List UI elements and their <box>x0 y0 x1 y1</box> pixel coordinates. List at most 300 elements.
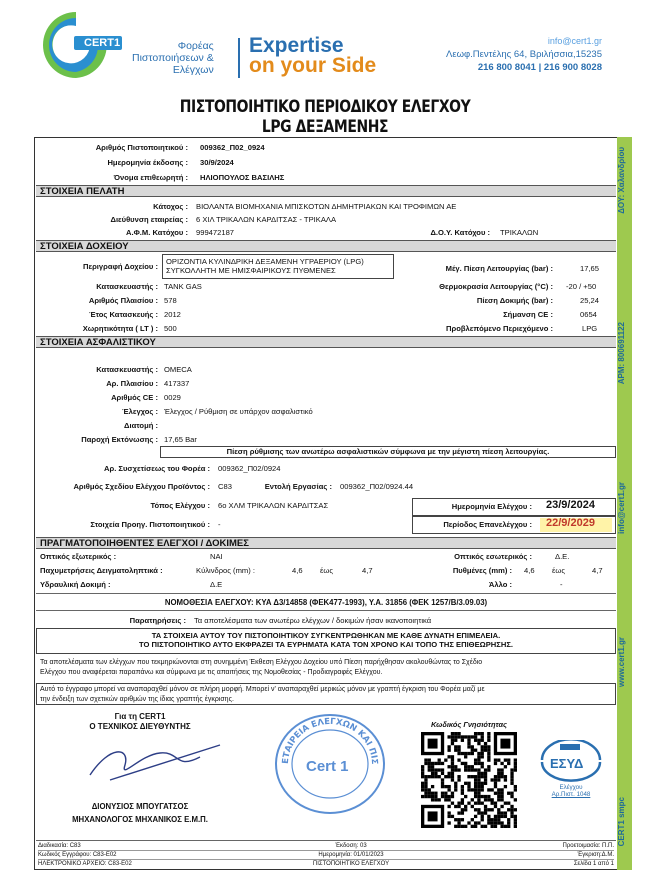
qr-module <box>467 788 470 791</box>
qr-module <box>487 768 490 771</box>
sidebar-doy: ΔΟΥ: Χαλανδρίου <box>617 147 626 214</box>
qr-module <box>487 815 490 818</box>
qr-module <box>504 811 507 814</box>
qr-module <box>461 798 464 801</box>
qr-module <box>447 805 450 808</box>
qr-module <box>464 795 467 798</box>
int-label: Οπτικός εσωτερικός : <box>454 552 532 561</box>
qr-module <box>477 792 480 795</box>
qr-module <box>491 788 494 791</box>
qr-module <box>484 798 487 801</box>
qr-module <box>500 811 503 814</box>
qr-module <box>467 752 470 755</box>
signer <box>40 800 240 826</box>
qr-module <box>451 732 454 735</box>
qr-module <box>474 775 477 778</box>
qr-module <box>477 778 480 781</box>
qr-module <box>484 805 487 808</box>
qr-module <box>451 778 454 781</box>
qr-module <box>424 758 427 761</box>
qr-module <box>500 805 503 808</box>
qr-module <box>510 815 513 818</box>
qr-module <box>477 782 480 785</box>
qr-module <box>494 792 497 795</box>
qr-module <box>461 825 464 828</box>
cert-number-label: Αριθμός Πιστοποιητικού : <box>95 143 188 152</box>
qr-module <box>454 785 457 788</box>
qr-module <box>504 778 507 781</box>
qr-module <box>431 795 434 798</box>
desc-line1: ΟΡΙΖΟΝΤΙΑ ΚΥΛΙΝΔΡΙΚΗ ΔΕΞΑΜΕΝΗ ΥΓΡΑΕΡΙΟΥ (LPG) <box>166 257 364 266</box>
qr-module <box>500 792 503 795</box>
qr-module <box>487 749 490 752</box>
qr-module <box>457 825 460 828</box>
qr-module <box>487 788 490 791</box>
qr-module <box>484 808 487 811</box>
qr-module <box>514 825 517 828</box>
qr-module <box>500 798 503 801</box>
temp-value: -20 / +50 <box>566 282 597 291</box>
qr-module <box>497 788 500 791</box>
qr-module <box>421 765 424 768</box>
qr-module <box>510 795 513 798</box>
footer-cell: Διαδικασία: C83 <box>38 843 81 849</box>
qr-module <box>494 818 497 821</box>
statement-box <box>36 628 616 654</box>
year-label: Έτος Κατασκευής : <box>89 310 158 319</box>
qr-module <box>497 772 500 775</box>
qr-module <box>477 788 480 791</box>
qr-module <box>514 758 517 761</box>
qr-module <box>457 821 460 824</box>
qr-module <box>491 821 494 824</box>
qr-module <box>457 802 460 805</box>
qr-module <box>424 782 427 785</box>
test-date: 23/9/2024 <box>546 499 595 511</box>
qr-module <box>494 825 497 828</box>
stamp-text: Cert 1 <box>306 758 349 775</box>
qr-module <box>454 818 457 821</box>
qr-module <box>444 795 447 798</box>
qr-module <box>424 792 427 795</box>
divider <box>36 593 616 594</box>
qr-module <box>424 788 427 791</box>
place-label: Τόπος Ελέγχου : <box>150 501 210 510</box>
qr-module <box>447 745 450 748</box>
qr-module <box>481 795 484 798</box>
testp-value: 25,24 <box>580 296 600 305</box>
qr-module <box>487 765 490 768</box>
year-value: 2012 <box>164 310 181 319</box>
qr-module <box>484 778 487 781</box>
qr-module <box>434 792 437 795</box>
qr-module <box>497 768 500 771</box>
qr-module <box>464 765 467 768</box>
qr-module <box>474 749 477 752</box>
qr-module <box>494 758 497 761</box>
ce-label: Σήμανση CE : <box>503 310 553 319</box>
qr-module <box>484 811 487 814</box>
qr-module <box>457 805 460 808</box>
qr-module <box>494 782 497 785</box>
qr-module <box>507 818 510 821</box>
divider <box>36 610 616 611</box>
signature <box>80 735 230 792</box>
safety-diam-label: Διατομή : <box>124 421 158 430</box>
period-value: 22/9/2029 <box>546 517 595 529</box>
qr-module <box>424 795 427 798</box>
qr-module <box>467 735 470 738</box>
qr-module <box>487 798 490 801</box>
qr-finder <box>428 739 438 749</box>
other-value: - <box>560 580 563 589</box>
qr-module <box>461 785 464 788</box>
qr-module <box>467 765 470 768</box>
qr-module <box>454 732 457 735</box>
qr-module <box>474 808 477 811</box>
reproduction-line: την ένδειξη των σχετικών αριθμών της ίδιας γραπτής έγκρισης. <box>40 695 234 703</box>
prev-value: - <box>218 520 221 529</box>
qr-module <box>487 752 490 755</box>
place-value: 6ο ΧΛΜ ΤΡΙΚΑΛΩΝ ΚΑΡΔΙΤΣΑΣ <box>218 501 329 510</box>
qr-module <box>504 765 507 768</box>
qr-module <box>474 768 477 771</box>
qr-module <box>461 818 464 821</box>
qr-module <box>431 768 434 771</box>
qr-module <box>461 762 464 765</box>
qr-module <box>497 778 500 781</box>
safety-check-label: Έλεγχος : <box>122 407 158 416</box>
qr-module <box>471 788 474 791</box>
qr-module <box>477 755 480 758</box>
qr-module <box>421 782 424 785</box>
qr-module <box>454 735 457 738</box>
qr-module <box>451 735 454 738</box>
safety-out: 17,65 Bar <box>164 435 197 444</box>
qr-module <box>441 795 444 798</box>
qr-module <box>457 778 460 781</box>
qr-module <box>434 798 437 801</box>
qr-module <box>428 792 431 795</box>
qr-module <box>494 778 497 781</box>
qr-module <box>471 805 474 808</box>
qr-module <box>507 758 510 761</box>
content-label: Προβλεπόμενο Περιεχόμενο : <box>446 324 553 333</box>
contact-block <box>446 35 602 74</box>
capacity-value: 500 <box>164 324 177 333</box>
other-label: Άλλο : <box>488 580 512 589</box>
qr-module <box>497 795 500 798</box>
qr-module <box>441 792 444 795</box>
qr-module <box>451 815 454 818</box>
safety-frame: 417337 <box>164 379 190 388</box>
qr-module <box>467 785 470 788</box>
qr-module <box>428 758 431 761</box>
qr-module <box>424 775 427 778</box>
qr-module <box>484 775 487 778</box>
qr-module <box>481 782 484 785</box>
qr-module <box>444 775 447 778</box>
qr-module <box>494 815 497 818</box>
qr-module <box>481 765 484 768</box>
company-stamp <box>272 712 388 816</box>
qr-module <box>441 762 444 765</box>
org-line: Πιστοποιήσεων & <box>132 52 214 64</box>
qr-module <box>471 749 474 752</box>
qr-module <box>497 758 500 761</box>
address-label: Διεύθυνση εταιρείας : <box>110 215 188 224</box>
qr-module <box>438 758 441 761</box>
qr-module <box>464 805 467 808</box>
qr-module <box>474 788 477 791</box>
qr-module <box>457 758 460 761</box>
results-paragraph <box>40 658 615 677</box>
org-line: Φορέας <box>177 40 214 52</box>
qr-module <box>507 802 510 805</box>
qr-module <box>500 775 503 778</box>
qr-module <box>464 752 467 755</box>
desc-line2: ΣΥΓΚΟΛΛΗΤΗ ΜΕ ΗΜΙΣΦΑΙΡΙΚΟΥΣ ΠΥΘΜΕΝΕΣ <box>166 266 336 275</box>
qr-module <box>451 739 454 742</box>
content-value: LPG <box>582 324 598 333</box>
qr-module <box>474 815 477 818</box>
qr-module <box>494 821 497 824</box>
qr-module <box>424 762 427 765</box>
qr-module <box>481 811 484 814</box>
qr-module <box>500 795 503 798</box>
qr-module <box>447 798 450 801</box>
qr-module <box>477 742 480 745</box>
qr-module <box>438 762 441 765</box>
qr-module <box>497 808 500 811</box>
contact-phones: 216 800 8041 | 216 900 8028 <box>477 62 602 73</box>
safety-frame-label: Αρ. Πλαισίου : <box>106 379 158 388</box>
plan-value: C83 <box>218 482 232 491</box>
qr-module <box>497 792 500 795</box>
qr-module <box>484 742 487 745</box>
qr-module <box>504 825 507 828</box>
qr-module <box>428 765 431 768</box>
qr-module <box>421 785 424 788</box>
qr-module <box>447 821 450 824</box>
frame-value: 578 <box>164 296 177 305</box>
qr-module <box>500 762 503 765</box>
qr-module <box>454 805 457 808</box>
qr-module <box>504 802 507 805</box>
cyl-min: 4,6 <box>292 566 303 575</box>
qr-module <box>504 775 507 778</box>
qr-module <box>477 802 480 805</box>
qr-module <box>461 788 464 791</box>
signer-title: ΜΗΧΑΝΟΛΟΓΟΣ ΜΗΧΑΝΙΚΟΣ Ε.Μ.Π. <box>72 815 208 824</box>
qr-module <box>507 821 510 824</box>
reproduction-line: Αυτό το έγγραφο μπορεί να αναπαραχθεί μόνον σε πλήρη μορφή. Μπορεί ν' αναπαραχθεί μερικώς μόνον με γραπτή έγκριση του Φορέα μαζί με <box>40 686 485 693</box>
footer-cell: Έκδοση: 03 <box>335 843 367 849</box>
footer-row <box>38 851 614 860</box>
safety-maker: OMECA <box>164 365 192 374</box>
qr-module <box>477 752 480 755</box>
qr-module <box>481 752 484 755</box>
qr-module <box>497 775 500 778</box>
qr-module <box>451 792 454 795</box>
qr-module <box>491 825 494 828</box>
qr-module <box>447 788 450 791</box>
qr-module <box>438 768 441 771</box>
qr-module <box>428 775 431 778</box>
cert1-logo <box>34 8 124 82</box>
temp-label: Θερμοκρασία Λειτουργίας (°C) : <box>439 282 553 291</box>
qr-module <box>451 742 454 745</box>
desc-label: Περιγραφή Δοχείου : <box>83 262 158 271</box>
footer-cell: ΠΙΣΤΟΠΟΙΗΤΙΚΟ ΕΛΕΓΧΟΥ <box>312 861 390 867</box>
qr-module <box>514 765 517 768</box>
qr-module <box>434 768 437 771</box>
qr-module <box>447 772 450 775</box>
qr-module <box>457 752 460 755</box>
qr-module <box>457 735 460 738</box>
period-label: Περίοδος Επανελέγχου : <box>443 520 532 529</box>
tagline-line1: Expertise <box>249 34 344 57</box>
qr-module <box>451 775 454 778</box>
qr-module <box>428 795 431 798</box>
qr-module <box>487 758 490 761</box>
qr-module <box>487 821 490 824</box>
qr-module <box>481 749 484 752</box>
qr-module <box>431 772 434 775</box>
qr-module <box>477 775 480 778</box>
qr-module <box>474 739 477 742</box>
rel-value: 009362_Π02/0924 <box>218 464 281 473</box>
safety-ce-label: Αριθμός CE : <box>111 393 158 402</box>
section-tests: ΠΡΑΓΜΑΤΟΠΟΙΗΘΕΝΤΕΣ ΕΛΕΓΧΟΙ / ΔΟΚΙΜΕΣ <box>36 537 616 549</box>
qr-module <box>457 811 460 814</box>
qr-module <box>447 755 450 758</box>
qr-module <box>471 825 474 828</box>
issue-date-label: Ημερομηνία έκδοσης : <box>107 158 188 167</box>
qr-module <box>481 739 484 742</box>
results-line: Τα αποτελέσματα των ελέγχων που τεκμηριώνονται στη συνημμένη Έκθεση Ελέγχου Δοχείου υπό Πίεση παρήχθησαν ακολουθώντας το Σχέδιο <box>40 659 483 666</box>
signer-name: ΔΙΟΝΥΣΙΟΣ ΜΠΟΥΓΑΤΣΟΣ <box>91 802 189 811</box>
qr-module <box>471 752 474 755</box>
inspector-name: ΗΛΙΟΠΟΥΛΟΣ ΒΑΣΙΛΗΣ <box>200 173 285 182</box>
qr-module <box>510 792 513 795</box>
qr-module <box>444 798 447 801</box>
qr-module <box>481 762 484 765</box>
qr-module <box>487 795 490 798</box>
safety-check: Έλεγχος / Ρύθμιση σε υπάρχον ασφαλιστικό <box>164 407 313 416</box>
sidebar-email: info@cert1.gr <box>617 482 626 534</box>
qr-module <box>510 811 513 814</box>
qr-module <box>494 805 497 808</box>
qr-module <box>467 775 470 778</box>
footer-row <box>38 860 614 868</box>
qr-module <box>494 802 497 805</box>
qr-module <box>484 795 487 798</box>
qr-module <box>464 825 467 828</box>
safety-out-label: Παροχή Εκτόνωσης : <box>81 435 158 444</box>
qr-module <box>491 778 494 781</box>
qr-module <box>510 772 513 775</box>
qr-module <box>487 732 490 735</box>
qr-module <box>491 802 494 805</box>
qr-module <box>477 739 480 742</box>
footer-row <box>38 842 614 851</box>
qr-module <box>510 808 513 811</box>
qr-module <box>514 798 517 801</box>
qr-module <box>500 788 503 791</box>
qr-module <box>451 755 454 758</box>
qr-module <box>447 795 450 798</box>
qr-module <box>481 815 484 818</box>
footer-table <box>38 842 614 868</box>
qr-module <box>477 798 480 801</box>
owner-value: ΒΙΟΛΑΝΤΑ ΒΙΟΜΗΧΑΝΙΑ ΜΠΙΣΚΟΤΩΝ ΔΗΜΗΤΡΙΑΚΩΝ ΚΑΙ ΤΡΟΦΙΜΩΝ ΑΕ <box>196 202 457 211</box>
footer-cell: Σελίδα 1 από 1 <box>573 861 614 867</box>
qr-module <box>487 745 490 748</box>
qr-module <box>494 785 497 788</box>
contact-address: Λεωφ.Πεντέλης 64, Βριλήσσια,15235 <box>446 49 602 60</box>
qr-module <box>454 739 457 742</box>
footer-cell: Κωδικός Εγγράφου: C83-E02 <box>38 852 117 858</box>
qr-module <box>461 808 464 811</box>
qr-module <box>507 762 510 765</box>
qr-module <box>497 815 500 818</box>
qr-module <box>438 798 441 801</box>
section-safety: ΣΤΟΙΧΕΙΑ ΑΣΦΑΛΙΣΤΙΚΟΥ <box>36 336 616 348</box>
divider <box>36 840 616 841</box>
qr-module <box>484 749 487 752</box>
qr-module <box>514 768 517 771</box>
results-line: Ελέγχου που αναφέρεται παραπάνω και σύμφωνα με τις απαιτήσεις της Νομοθεσίας - Προδιαγραφές Ελέγχου. <box>40 668 383 676</box>
qr-module <box>500 821 503 824</box>
qr-module <box>454 782 457 785</box>
afm-value: 999472187 <box>196 228 235 237</box>
qr-finder <box>500 739 510 749</box>
qr-module <box>514 785 517 788</box>
statement-2: ΤΟ ΠΙΣΤΟΠΟΙΗΤΙΚΟ ΑΥΤΟ ΕΚΦΡΑΖΕΙ ΤΑ ΕΥΡΗΜΑΤΑ ΚΑΤΑ ΤΟΝ ΧΡΟΝΟ ΚΑΙ ΤΟΠΟ ΤΗΣ ΕΠΙΘΕΩΡΗΣΗΣ. <box>139 640 513 649</box>
doy-label: Δ.Ο.Υ. Κατόχου : <box>430 228 490 237</box>
qr-module <box>477 758 480 761</box>
qr-module <box>467 802 470 805</box>
cyl-max: 4,7 <box>362 566 373 575</box>
qr-module <box>457 768 460 771</box>
qr-module <box>484 768 487 771</box>
cert-number: 009362_Π02_0924 <box>200 143 265 152</box>
law-line: ΝΟΜΟΘΕΣΙΑ ΕΛΕΓΧΟΥ: ΚΥΑ Δ3/14858 (ΦΕΚ477-1993), Υ.Α. 31856 (ΦΕΚ 1257/Β/3.09.03) <box>164 598 488 607</box>
qr-module <box>474 792 477 795</box>
qr-module <box>474 735 477 738</box>
qr-module <box>434 772 437 775</box>
qr-module <box>477 772 480 775</box>
rel-label: Αρ. Συσχετίσεως του Φορέα : <box>104 464 210 473</box>
sign-header <box>40 712 240 732</box>
qr-module <box>447 815 450 818</box>
logo-text: CERT1 <box>84 37 121 49</box>
qr-code[interactable] <box>418 732 520 828</box>
qr-module <box>477 811 480 814</box>
qr-module <box>474 762 477 765</box>
contact-email[interactable]: info@cert1.gr <box>547 36 602 46</box>
doy-value: ΤΡΙΚΑΛΩΝ <box>500 228 539 237</box>
qr-module <box>481 775 484 778</box>
qr-module <box>471 818 474 821</box>
qr-module <box>431 765 434 768</box>
qr-module <box>481 818 484 821</box>
qr-module <box>500 815 503 818</box>
qr-module <box>474 795 477 798</box>
qr-module <box>444 785 447 788</box>
qr-module <box>487 739 490 742</box>
